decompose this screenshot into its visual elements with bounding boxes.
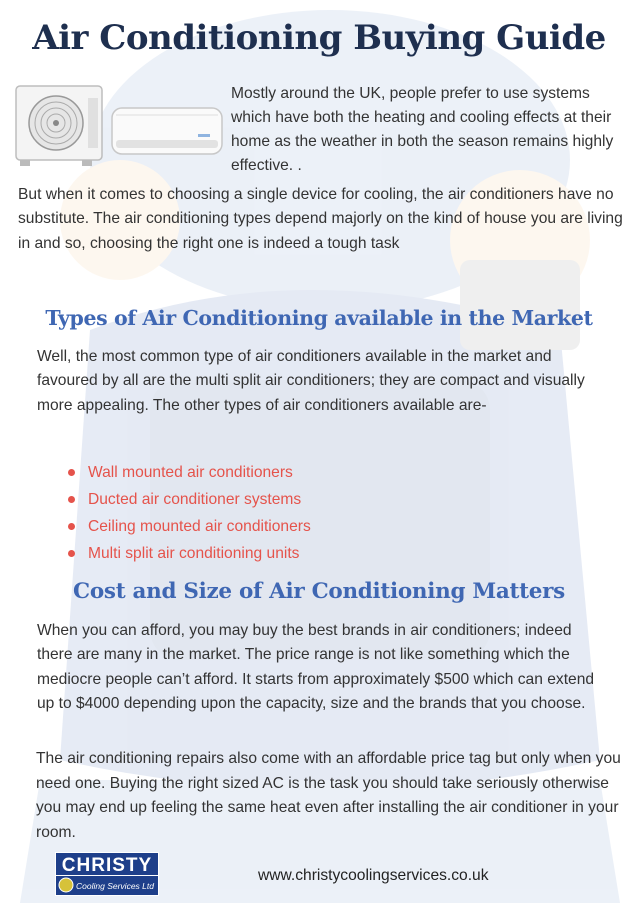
website-link[interactable]: www.christycoolingservices.co.uk <box>258 867 489 884</box>
bullet-icon <box>68 523 75 530</box>
list-item <box>60 486 311 513</box>
list-item <box>60 459 311 486</box>
types-list <box>60 459 311 567</box>
logo-name: CHRISTY <box>61 855 153 876</box>
page-title: Air Conditioning Buying Guide <box>32 18 606 58</box>
bullet-icon <box>68 469 75 476</box>
list-item <box>60 513 311 540</box>
intro-continued-text: But when it comes to choosing a single device for cooling, the air conditioners have no substitute. The air conditioning types depend majorly on the kind of house you are living in and so, choosing the right one is indeed a tough task <box>18 186 623 252</box>
list-item-label: Wall mounted air conditioners <box>88 464 293 481</box>
cost-heading: Cost and Size of Air Conditioning Matters <box>73 579 565 604</box>
types-heading: Types of Air Conditioning available in the Market <box>45 306 593 330</box>
logo-tagline: Cooling Services Ltd <box>76 881 154 891</box>
list-item-label: Ducted air conditioner systems <box>88 491 302 508</box>
intro-text: Mostly around the UK, people prefer to use systems which have both the heating and cooling effects at their home as the weather in both the season remains highly effective. . <box>231 85 614 174</box>
cost-paragraph: When you can afford, you may buy the best brands in air conditioners; indeed there are many in the market. The price range is not like something which the mediocre people can’t afford. It starts from approximately $500 which can extend up to $4000 depending upon the capacity, size and the brands that you choose. <box>37 622 595 713</box>
list-item-label: Multi split air conditioning units <box>88 545 300 562</box>
bullet-icon <box>68 496 75 503</box>
christy-logo <box>55 852 159 896</box>
repair-paragraph: The air conditioning repairs also come with an affordable price tag but only when you need one. Buying the right sized AC is the task you should take seriously otherwise you may end up feeling the same heat even after installing the air conditioner in your room. <box>36 750 621 841</box>
bullet-icon <box>68 550 75 557</box>
types-paragraph: Well, the most common type of air conditioners available in the market and favoured by all are the multi split air conditioners; they are compact and visually more appealing. The other types of air conditioners available are- <box>37 348 585 414</box>
air-conditioner-image <box>12 78 224 172</box>
list-item-label: Ceiling mounted air conditioners <box>88 518 311 535</box>
list-item <box>60 540 311 567</box>
